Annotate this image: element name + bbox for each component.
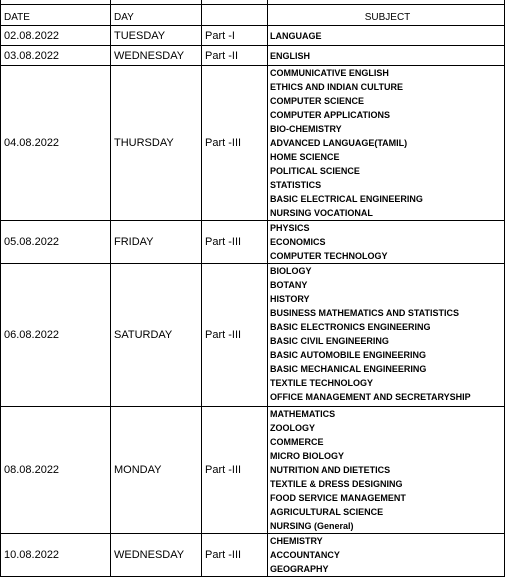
header-subject: SUBJECT (268, 5, 505, 26)
subject-item: NURSING VOCATIONAL (270, 208, 373, 218)
subject-item: TEXTILE TECHNOLOGY (270, 378, 374, 388)
subject-item: TEXTILE & DRESS DESIGNING (270, 479, 403, 489)
subject-item: BASIC ELECTRONICS ENGINEERING (270, 322, 431, 332)
subject-item: ADVANCED LANGUAGE(TAMIL) (270, 138, 408, 148)
subject-item: HOME SCIENCE (270, 152, 340, 162)
table-row (1, 264, 505, 407)
subject-item: CHEMISTRY (270, 536, 323, 546)
subject-item: ENGLISH (270, 50, 311, 61)
subject-item: BIO-CHEMISTRY (270, 124, 342, 134)
table-row (1, 407, 505, 534)
part-cell: Part -III (202, 264, 268, 407)
subject-item: STATISTICS (270, 180, 322, 190)
table-row (1, 66, 505, 221)
day-cell: FRIDAY (111, 221, 202, 264)
subject-item: LANGUAGE (270, 30, 322, 41)
part-cell: Part -I (202, 26, 268, 46)
table-row (1, 26, 505, 46)
part-cell: Part -III (202, 66, 268, 221)
subject-item: COMMUNICATIVE ENGLISH (270, 68, 389, 78)
subjects-cell (268, 534, 505, 577)
date-cell: 05.08.2022 (1, 221, 111, 264)
header-day: DAY (111, 5, 202, 26)
day-cell: MONDAY (111, 407, 202, 534)
date-cell: 03.08.2022 (1, 46, 111, 66)
subject-item: COMPUTER SCIENCE (270, 96, 365, 106)
subject-item: ACCOUNTANCY (270, 550, 340, 560)
header-part (202, 5, 268, 26)
subject-item: ECONOMICS (270, 237, 326, 247)
day-cell: WEDNESDAY (111, 46, 202, 66)
day-cell: THURSDAY (111, 66, 202, 221)
subject-item: ZOOLOGY (270, 423, 315, 433)
date-cell: 04.08.2022 (1, 66, 111, 221)
subjects-cell (268, 26, 505, 46)
subject-item: BASIC ELECTRICAL ENGINEERING (270, 194, 423, 204)
day-cell: SATURDAY (111, 264, 202, 407)
subject-item: HISTORY (270, 294, 310, 304)
part-cell: Part -III (202, 407, 268, 534)
subject-item: COMPUTER APPLICATIONS (270, 110, 391, 120)
table-row (1, 534, 505, 577)
subject-item: NURSING (General) (270, 521, 354, 531)
table-row (1, 46, 505, 66)
subject-item: BOTANY (270, 280, 308, 290)
date-cell: 02.08.2022 (1, 26, 111, 46)
subject-item: OFFICE MANAGEMENT AND SECRETARYSHIP (270, 392, 471, 402)
subject-item: MATHEMATICS (270, 409, 336, 419)
part-cell: Part -III (202, 221, 268, 264)
subjects-cell (268, 407, 505, 534)
subject-item: MICRO BIOLOGY (270, 451, 344, 461)
subjects-cell (268, 46, 505, 66)
subject-item: COMMERCE (270, 437, 324, 447)
subject-item: BASIC CIVIL ENGINEERING (270, 336, 389, 346)
subjects-cell (268, 66, 505, 221)
date-cell: 06.08.2022 (1, 264, 111, 407)
subject-item: BASIC AUTOMOBILE ENGINEERING (270, 350, 427, 360)
subject-item: POLITICAL SCIENCE (270, 166, 360, 176)
subject-item: GEOGRAPHY (270, 564, 329, 574)
subjects-cell (268, 264, 505, 407)
day-cell: WEDNESDAY (111, 534, 202, 577)
subject-item: FOOD SERVICE MANAGEMENT (270, 493, 406, 503)
header-date: DATE (1, 5, 111, 26)
header-row (1, 5, 505, 26)
day-cell: TUESDAY (111, 26, 202, 46)
subject-item: BUSINESS MATHEMATICS AND STATISTICS (270, 308, 459, 318)
subject-item: NUTRITION AND DIETETICS (270, 465, 391, 475)
subject-item: BASIC MECHANICAL ENGINEERING (270, 364, 427, 374)
date-cell: 08.08.2022 (1, 407, 111, 534)
subject-item: COMPUTER TECHNOLOGY (270, 251, 388, 261)
subject-item: ETHICS AND INDIAN CULTURE (270, 82, 403, 92)
part-cell: Part -III (202, 534, 268, 577)
table-row (1, 221, 505, 264)
subject-item: AGRICULTURAL SCIENCE (270, 507, 384, 517)
date-cell: 10.08.2022 (1, 534, 111, 577)
subjects-cell (268, 221, 505, 264)
part-cell: Part -II (202, 46, 268, 66)
subject-item: PHYSICS (270, 223, 310, 233)
subject-item: BIOLOGY (270, 266, 312, 276)
